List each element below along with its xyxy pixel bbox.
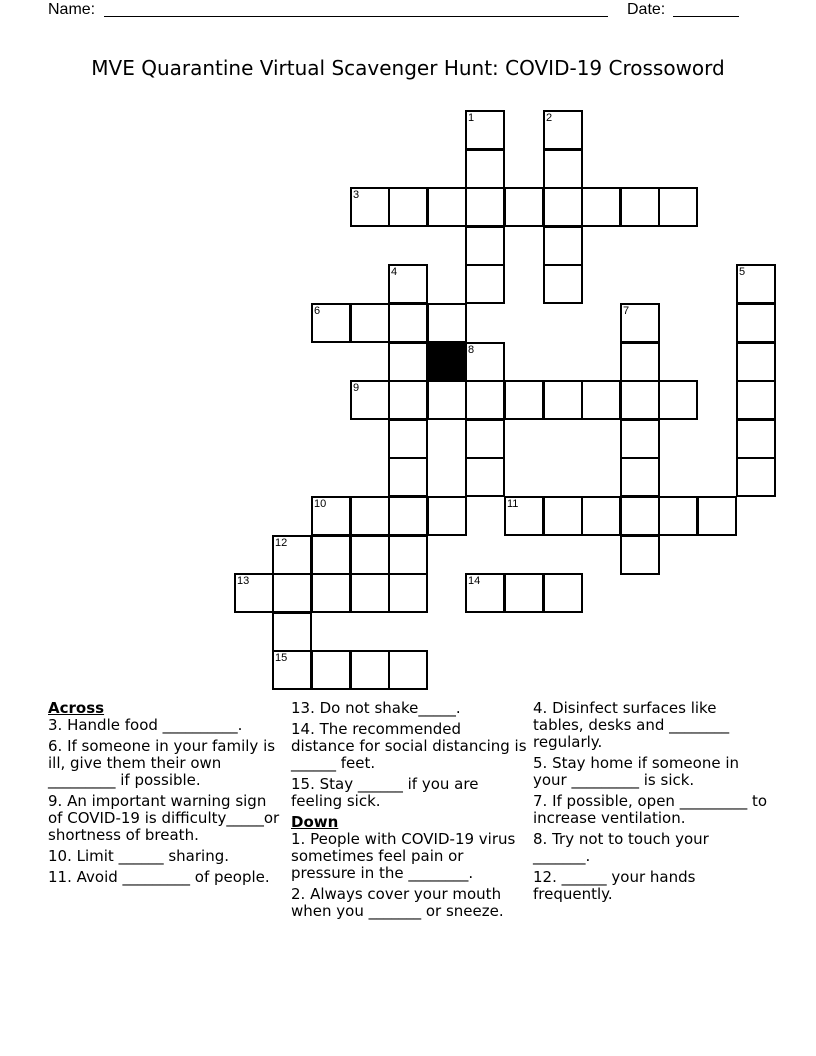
grid-cell[interactable]	[658, 187, 698, 227]
grid-cell[interactable]	[465, 110, 505, 150]
grid-cell[interactable]	[581, 496, 621, 536]
grid-cell[interactable]	[504, 187, 544, 227]
clue-number: 4	[391, 266, 398, 278]
grid-cell[interactable]	[736, 264, 776, 304]
grid-cell[interactable]	[581, 380, 621, 420]
grid-cell[interactable]	[465, 380, 505, 420]
grid-cell[interactable]	[388, 187, 428, 227]
clue-number: 15	[275, 652, 288, 664]
clue-item-number: 2.	[291, 885, 306, 903]
down-clue-list	[291, 831, 527, 920]
clue-item-number: 1.	[291, 830, 306, 848]
date-label: Date:	[627, 1, 666, 18]
clue-item-number: 6.	[48, 737, 63, 755]
clues-column-2	[291, 700, 527, 924]
clue-item-text: An important warning sign of COVID-19 is difficulty_____or shortness of breath.	[48, 792, 280, 844]
grid-cell[interactable]	[697, 496, 737, 536]
grid-cell[interactable]	[388, 419, 428, 459]
clue-number: 13	[237, 575, 250, 587]
grid-cell[interactable]	[620, 535, 660, 575]
grid-cell[interactable]	[311, 496, 351, 536]
grid-cell[interactable]	[388, 380, 428, 420]
clue-item-number: 3.	[48, 716, 63, 734]
clue-item	[291, 886, 527, 920]
grid-cell[interactable]	[272, 535, 312, 575]
grid-cell[interactable]	[388, 573, 428, 613]
clue-item-text: Try not to touch your _______.	[533, 830, 709, 865]
grid-cell[interactable]	[504, 380, 544, 420]
across-clue-list	[48, 717, 280, 886]
clue-item	[533, 700, 768, 751]
clue-number: 8	[468, 344, 475, 356]
name-label: Name:	[48, 1, 96, 18]
grid-cell[interactable]	[465, 457, 505, 497]
grid-cell[interactable]	[543, 226, 583, 266]
grid-cell[interactable]	[465, 264, 505, 304]
clue-item-text: Disinfect surfaces like tables, desks and ________ regularly.	[533, 699, 730, 751]
clue-item	[291, 721, 527, 772]
grid-cell[interactable]	[620, 457, 660, 497]
grid-cell[interactable]	[465, 419, 505, 459]
grid-cell[interactable]	[272, 650, 312, 690]
grid-cell[interactable]	[736, 380, 776, 420]
grid-cell[interactable]	[543, 496, 583, 536]
clue-item-number: 7.	[533, 792, 548, 810]
grid-cell[interactable]	[311, 650, 351, 690]
grid-cell[interactable]	[543, 187, 583, 227]
grid-cell[interactable]	[736, 342, 776, 382]
grid-cell[interactable]	[465, 187, 505, 227]
grid-cell[interactable]	[388, 342, 428, 382]
down-heading: Down	[291, 813, 339, 831]
grid-cell[interactable]	[543, 380, 583, 420]
grid-cell[interactable]	[620, 380, 660, 420]
clue-item-text: Do not shake_____.	[314, 699, 461, 717]
clue-item	[533, 831, 768, 865]
grid-cell[interactable]	[388, 650, 428, 690]
clue-item-number: 5.	[533, 754, 548, 772]
clue-number: 9	[353, 382, 360, 394]
grid-cell[interactable]	[350, 535, 390, 575]
clue-item	[533, 755, 768, 789]
grid-cell[interactable]	[427, 496, 467, 536]
grid-cell[interactable]	[620, 342, 660, 382]
clue-item	[48, 717, 280, 734]
clue-item-text: The recommended distance for social distancing is ______ feet.	[291, 720, 527, 772]
clue-number: 2	[546, 112, 553, 124]
clue-item-text: If someone in your family is ill, give them their own _________ if possible.	[48, 737, 276, 789]
grid-cell[interactable]	[350, 496, 390, 536]
grid-cell[interactable]	[465, 342, 505, 382]
clue-item	[291, 776, 527, 810]
grid-cell[interactable]	[388, 264, 428, 304]
clue-item-text: Stay home if someone in your _________ is sick.	[533, 754, 740, 789]
clue-item	[533, 869, 768, 903]
grid-cell[interactable]	[427, 187, 467, 227]
grid-cell[interactable]	[311, 573, 351, 613]
clue-item-text: Stay ______ if you are feeling sick.	[291, 775, 479, 810]
grid-cell[interactable]	[350, 573, 390, 613]
grid-cell[interactable]	[272, 573, 312, 613]
grid-cell[interactable]	[388, 303, 428, 343]
grid-cell[interactable]	[350, 187, 390, 227]
grid-cell[interactable]	[736, 303, 776, 343]
grid-cell[interactable]	[350, 650, 390, 690]
grid-cell[interactable]	[620, 419, 660, 459]
clue-number: 10	[314, 498, 327, 510]
clue-item-number: 4.	[533, 699, 548, 717]
clue-item-number: 11.	[48, 868, 72, 886]
grid-cell[interactable]	[543, 110, 583, 150]
clue-item-text: Handle food __________.	[62, 716, 243, 734]
clue-item-text: Limit ______ sharing.	[71, 847, 229, 865]
clue-number: 5	[739, 266, 746, 278]
grid-cell[interactable]	[465, 573, 505, 613]
grid-cell[interactable]	[388, 457, 428, 497]
grid-cell[interactable]	[620, 496, 660, 536]
grid-cell[interactable]	[581, 187, 621, 227]
grid-cell[interactable]	[311, 303, 351, 343]
clue-item-text: People with COVID-19 virus sometimes feel pain or pressure in the ________.	[291, 830, 516, 882]
grid-cell[interactable]	[504, 496, 544, 536]
grid-cell[interactable]	[234, 573, 274, 613]
clue-number: 6	[314, 305, 321, 317]
down-clues-column-3	[533, 700, 768, 907]
clue-item-text: If possible, open _________ to increase ventilation.	[533, 792, 768, 827]
clue-number: 7	[623, 305, 630, 317]
across-clues-column-1	[48, 700, 280, 890]
grid-cell[interactable]	[543, 149, 583, 189]
clue-number: 12	[275, 537, 288, 549]
black-cell	[427, 342, 467, 382]
grid-cell[interactable]	[736, 457, 776, 497]
clue-item-number: 13.	[291, 699, 315, 717]
clue-item	[48, 738, 280, 789]
clue-item	[291, 700, 527, 717]
across-clue-list-continued	[291, 700, 527, 810]
clue-number: 3	[353, 189, 360, 201]
clue-item-number: 10.	[48, 847, 72, 865]
grid-cell[interactable]	[658, 496, 698, 536]
grid-cell[interactable]	[427, 303, 467, 343]
grid-cell[interactable]	[272, 612, 312, 652]
clue-item	[48, 848, 280, 865]
clue-item-number: 12.	[533, 868, 557, 886]
clue-item	[533, 793, 768, 827]
grid-cell[interactable]	[543, 264, 583, 304]
grid-cell[interactable]	[388, 535, 428, 575]
clue-item	[48, 793, 280, 844]
across-heading: Across	[48, 699, 105, 717]
clue-item-text: Always cover your mouth when you _______ or sneeze.	[291, 885, 504, 920]
clue-item	[291, 831, 527, 882]
clue-item-number: 14.	[291, 720, 315, 738]
clue-item-text: Avoid _________ of people.	[71, 868, 270, 886]
grid-cell[interactable]	[736, 419, 776, 459]
grid-cell[interactable]	[658, 380, 698, 420]
grid-cell[interactable]	[427, 380, 467, 420]
clue-item-number: 8.	[533, 830, 548, 848]
clue-number: 11	[507, 498, 519, 510]
clue-item	[48, 869, 280, 886]
clue-number: 1	[468, 112, 475, 124]
clue-item-number: 15.	[291, 775, 315, 793]
page-title: MVE Quarantine Virtual Scavenger Hunt: COVID-19 Crossoword	[91, 56, 725, 80]
grid-cell[interactable]	[465, 226, 505, 266]
grid-cell[interactable]	[504, 573, 544, 613]
down-clue-list-continued	[533, 700, 768, 903]
clue-number: 14	[468, 575, 481, 587]
clue-item-number: 9.	[48, 792, 63, 810]
grid-cell[interactable]	[350, 380, 390, 420]
grid-cell[interactable]	[620, 187, 660, 227]
grid-cell[interactable]	[311, 535, 351, 575]
grid-cell[interactable]	[350, 303, 390, 343]
grid-cell[interactable]	[620, 303, 660, 343]
grid-cell[interactable]	[388, 496, 428, 536]
grid-cell[interactable]	[543, 573, 583, 613]
clue-item-text: ______ your hands frequently.	[533, 868, 696, 903]
grid-cell[interactable]	[465, 149, 505, 189]
